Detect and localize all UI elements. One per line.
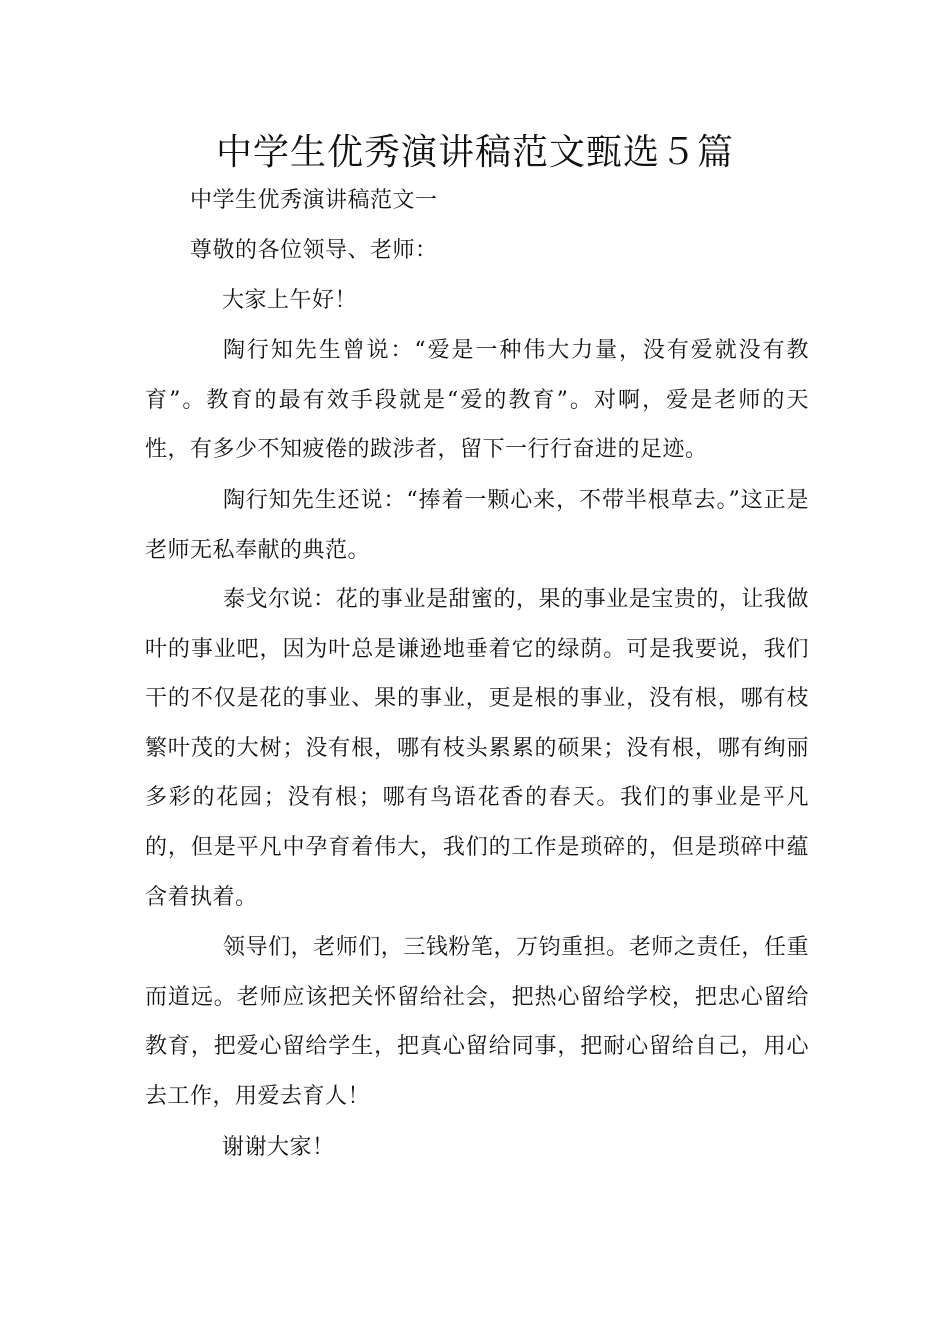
paragraph-3: 泰戈尔说：花的事业是甜蜜的，果的事业是宝贵的，让我做叶的事业吧，因为叶总是谦逊地垂着它的绿荫。可是我要说，我们干的不仅是花的事业、果的事业，更是根的事业，没有根，哪有枝繁叶茂的大树；没有根，哪有枝头累累的硕果；没有根，哪有绚丽多彩的花园；没有根；哪有鸟语花香的春天。我们的事业是平凡的，但是平凡中孕育着伟大，我们的工作是琐碎的，但是琐碎中蕴含着执着。 <box>145 587 809 910</box>
greeting: 大家上午好！ <box>222 288 358 313</box>
paragraph-4: 领导们，老师们，三钱粉笔，万钧重担。老师之责任，任重而道远。老师应该把关怀留给社会，把热心留给学校，把忠心留给教育，把爱心留给学生，把真心留给同事，把耐心留给自己，用心去工作，用爱去育人！ <box>145 935 809 1109</box>
paragraph-1: 陶行知先生曾说：“爱是一种伟大力量，没有爱就没有教育”。教育的最有效手段就是“爱的教育”。对啊，爱是老师的天性，有多少不知疲倦的跋涉者，留下一行行奋进的足迹。 <box>145 338 809 463</box>
paragraph-2: 陶行知先生还说：“捧着一颗心来，不带半根草去。”这正是老师无私奉献的典范。 <box>145 488 809 563</box>
closing-thanks: 谢谢大家！ <box>222 1135 335 1160</box>
salutation: 尊敬的各位领导、老师： <box>190 238 438 263</box>
speech-subheading: 中学生优秀演讲稿范文一 <box>190 188 438 213</box>
document-title: 中学生优秀演讲稿范文甄选５篇 <box>215 132 734 173</box>
